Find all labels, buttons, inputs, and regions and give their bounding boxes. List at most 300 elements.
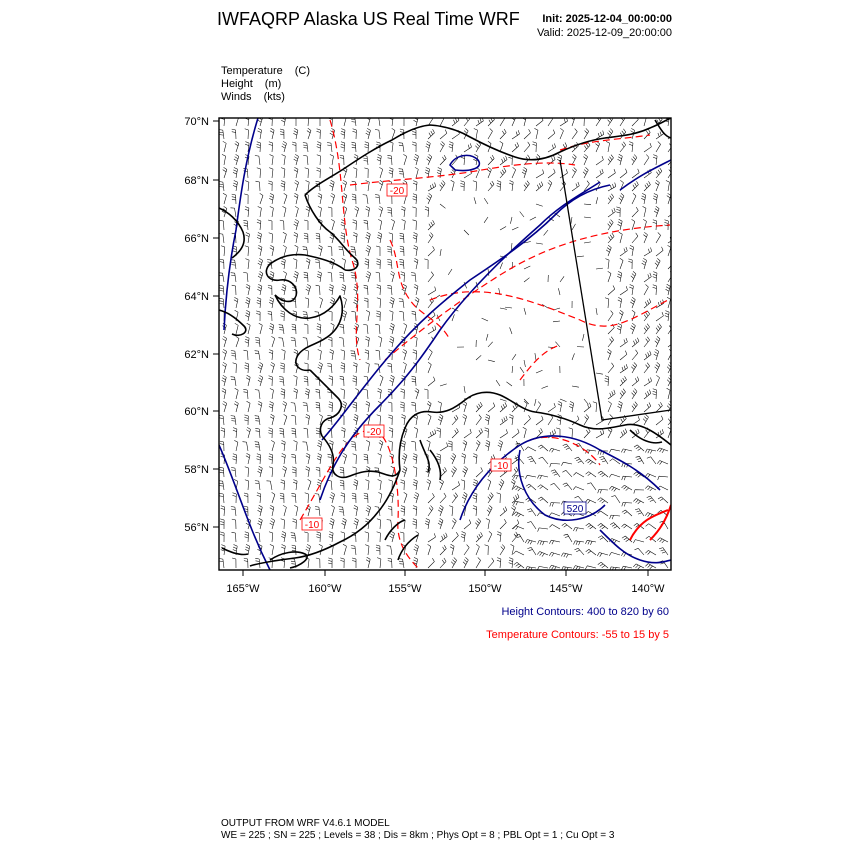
wind-barb [584, 399, 588, 405]
wind-barb [548, 415, 553, 426]
wind-barb [513, 551, 524, 555]
wind-barb [656, 232, 661, 243]
wind-barb [620, 351, 627, 360]
wind-barb [231, 416, 236, 425]
wind-barb [461, 480, 465, 490]
wind-barb [414, 154, 419, 165]
wind-barb [279, 428, 284, 438]
wind-barb [584, 428, 590, 438]
wind-barb [327, 480, 332, 490]
wind-barb [414, 427, 418, 438]
wind-barb [452, 314, 454, 321]
wind-barb [400, 532, 404, 542]
wind-barb [500, 399, 507, 401]
wind-barb [497, 493, 501, 503]
wind-barb [365, 480, 369, 490]
wind-barb [485, 414, 490, 425]
wind-barb [404, 323, 407, 334]
wind-barb [317, 168, 321, 178]
wind-barb [608, 169, 615, 178]
wind-barb [294, 167, 298, 178]
wind-barb [294, 219, 299, 230]
wind-barb [257, 233, 262, 244]
wind-barb [425, 207, 429, 217]
wind-barb [428, 287, 436, 295]
wind-barb [376, 246, 380, 256]
wind-barb [596, 116, 601, 127]
wind-barb [611, 496, 620, 504]
wind-barb [306, 258, 310, 269]
wind-barb [388, 402, 392, 412]
wind-barb [400, 233, 404, 243]
wind-barb [270, 389, 274, 400]
wind-barb [414, 258, 418, 269]
wind-barb [244, 493, 248, 503]
wind-barb [246, 233, 250, 244]
wind-barb [304, 233, 308, 243]
wind-barb [294, 376, 298, 387]
wind-barb [270, 362, 274, 373]
wind-barb [630, 297, 635, 308]
wind-barb [460, 181, 464, 191]
wind-barb [364, 298, 368, 308]
wind-barb [659, 548, 668, 555]
wind-barb [656, 141, 661, 152]
wind-barb [610, 515, 620, 519]
wind-barb [526, 484, 536, 490]
lat-label: 66°N [184, 233, 209, 245]
wind-barb [608, 208, 615, 217]
wind-barb [632, 416, 640, 425]
wind-barb [622, 476, 632, 480]
wind-barb [474, 197, 476, 204]
wind-barb [303, 312, 308, 321]
wind-barb [281, 284, 286, 295]
wind-barb [256, 181, 261, 191]
wind-barb [413, 181, 417, 191]
wind-barb [427, 440, 431, 451]
wind-barb [331, 219, 334, 230]
wind-barb [282, 350, 286, 361]
wind-barb [269, 297, 274, 308]
wind-barb [269, 454, 273, 464]
wind-barb [257, 284, 262, 295]
wind-barb [618, 219, 623, 230]
lon-label: 160°W [308, 583, 342, 595]
wind-barb [644, 403, 651, 413]
wind-barb [247, 401, 251, 412]
wind-barb [425, 168, 430, 179]
wind-barb [506, 382, 512, 386]
wind-barb [488, 403, 495, 412]
wind-barb [377, 519, 381, 529]
wind-barb [513, 501, 524, 505]
wind-barb [269, 402, 273, 413]
wind-barb [292, 545, 296, 555]
wind-barb [303, 143, 308, 153]
wind-barb [463, 557, 468, 568]
wind-barb [255, 337, 260, 347]
wind-barb [291, 454, 296, 464]
wind-barb [617, 323, 622, 334]
wind-barb [257, 168, 261, 178]
wind-barb [291, 403, 296, 412]
wind-barb [305, 168, 309, 178]
wind-barb [366, 128, 371, 139]
temp-contour-line [300, 430, 420, 570]
wind-barb [440, 130, 447, 139]
wind-barb [538, 485, 548, 490]
wind-barb [550, 483, 560, 490]
wind-barb [596, 197, 598, 204]
field-unit: (C) [294, 65, 311, 77]
wind-barb [400, 246, 404, 256]
wind-barb [440, 181, 446, 192]
lat-label: 62°N [184, 349, 209, 361]
wind-barb [619, 193, 624, 204]
wind-barb [620, 429, 627, 438]
wind-barb [564, 534, 572, 542]
lon-label: 155°W [388, 583, 422, 595]
wind-barb [608, 155, 614, 165]
wind-barb [221, 428, 225, 438]
wind-barb [281, 441, 285, 452]
wind-barb [438, 402, 442, 413]
wind-barb [512, 115, 516, 126]
wind-barb [328, 337, 332, 347]
wind-barb [222, 336, 226, 347]
wind-barb [514, 562, 524, 568]
wind-barb [563, 483, 572, 490]
wind-barb [245, 181, 249, 191]
wind-barb [634, 490, 644, 494]
wind-barb [363, 195, 368, 204]
wind-barb [387, 207, 392, 217]
wind-barb [610, 523, 620, 529]
height-contour-line [320, 182, 600, 500]
wind-barb [428, 493, 434, 503]
svg-text:-10: -10 [304, 520, 320, 531]
wind-barb [257, 298, 261, 308]
wind-barb [246, 284, 250, 295]
wind-barb [330, 155, 334, 166]
wind-barb [643, 219, 646, 230]
wind-barb [425, 519, 430, 530]
wind-barb [390, 323, 395, 334]
wind-barb [341, 428, 345, 439]
wind-barb [561, 462, 572, 466]
wind-barb [353, 220, 357, 230]
field-name: Winds [221, 91, 252, 103]
wind-barb [596, 169, 603, 178]
wind-barb [232, 493, 236, 503]
wind-barb [316, 389, 321, 399]
wind-barb [401, 207, 405, 218]
wind-barb [574, 541, 585, 545]
wind-barb [569, 428, 573, 438]
wind-barb [644, 181, 650, 191]
wind-barb [235, 388, 239, 399]
wind-barb [536, 402, 541, 413]
wind-barb [563, 444, 572, 451]
wind-barb [632, 402, 638, 412]
wind-barb [428, 362, 431, 373]
wind-barb [316, 467, 320, 477]
wind-barb [366, 440, 370, 451]
wind-barb [427, 401, 431, 412]
wind-barb [598, 489, 608, 493]
wind-barb [365, 532, 369, 542]
wind-barb [232, 285, 236, 295]
wind-barb [413, 220, 417, 230]
wind-barb [317, 454, 321, 465]
wind-barb [653, 220, 657, 230]
wind-barb [267, 481, 273, 490]
wind-barb [306, 467, 310, 478]
wind-barb [318, 193, 322, 204]
wind-barb [500, 141, 503, 152]
wind-barb [476, 402, 482, 412]
wind-barb [644, 247, 652, 256]
wind-barb [635, 509, 644, 516]
wind-barb [222, 154, 226, 165]
wind-barb [306, 544, 311, 555]
wind-barb [243, 442, 249, 451]
wind-barb [487, 505, 492, 516]
wind-barb [284, 414, 287, 425]
wind-barb [305, 350, 309, 360]
field-name: Height [221, 78, 253, 90]
wind-barb [258, 245, 262, 256]
wind-barb [354, 505, 358, 516]
wind-barb [255, 481, 260, 490]
wind-barb [340, 324, 344, 334]
wind-barb [486, 334, 488, 341]
lat-label: 60°N [184, 406, 209, 418]
wind-barb [572, 154, 576, 165]
wind-barb [632, 169, 639, 178]
wind-barb [549, 513, 560, 516]
wind-barb [234, 401, 238, 412]
wind-barb [269, 323, 274, 334]
wind-barb [500, 308, 507, 309]
wind-barb [620, 247, 627, 256]
wind-barb [388, 415, 392, 425]
wind-barb [219, 467, 224, 477]
wind-barb [330, 492, 335, 503]
wind-barb [512, 130, 520, 139]
wind-barb [376, 545, 380, 555]
wind-barb [244, 415, 248, 425]
wind-barb [596, 141, 600, 152]
wind-barb [303, 403, 308, 412]
wind-barb [319, 297, 322, 308]
wind-barb [476, 532, 483, 542]
wind-barb [353, 233, 357, 244]
wind-barb [255, 416, 260, 425]
wind-barb [366, 115, 370, 126]
wind-barb [257, 142, 261, 152]
wind-barb [520, 367, 524, 373]
wind-barb [258, 518, 263, 529]
wind-barb [571, 217, 572, 224]
wind-barb [473, 493, 477, 503]
wind-barb [527, 509, 536, 516]
wind-barb [340, 480, 344, 490]
wind-barb [316, 558, 320, 568]
wind-barb [656, 375, 660, 386]
wind-barb [622, 503, 632, 507]
wind-barb [538, 528, 548, 532]
wind-barb [270, 207, 274, 218]
wind-barb [536, 170, 544, 179]
wind-barb [645, 486, 656, 491]
wind-barb [666, 181, 670, 192]
wind-barb [387, 247, 392, 257]
wind-barb [389, 428, 393, 438]
wind-barb [232, 558, 236, 568]
wind-barb [353, 168, 357, 178]
wind-barb [631, 362, 636, 373]
wind-barb [293, 519, 297, 529]
wind-barb [596, 417, 604, 426]
wind-barb [281, 259, 285, 270]
wind-barb [500, 429, 508, 438]
height-contours-legend: Height Contours: 400 to 820 by 60 [501, 606, 669, 618]
wind-barb [428, 349, 432, 360]
wind-barb [411, 441, 416, 451]
wind-barb [306, 181, 310, 192]
wind-barb [549, 540, 560, 544]
wind-barb [352, 194, 356, 204]
wind-barb [352, 142, 357, 152]
wind-barb [577, 256, 584, 257]
wind-barb [269, 233, 273, 243]
wind-barb [293, 480, 297, 490]
wind-barb [593, 402, 597, 412]
wind-barb [220, 519, 224, 529]
wind-barb [605, 298, 609, 308]
wind-barb [452, 518, 456, 529]
wind-barb [291, 338, 296, 347]
wind-barb [401, 506, 405, 516]
wind-barb [379, 440, 383, 451]
wind-barb [608, 390, 615, 399]
wind-barb [293, 259, 297, 269]
wind-barb [586, 472, 596, 477]
wind-barb [647, 457, 656, 464]
wind-barb [513, 475, 524, 479]
wind-barb [449, 506, 453, 516]
wind-barb [245, 259, 249, 269]
wind-barb [260, 193, 263, 204]
wind-barb [598, 498, 608, 504]
wind-barb [389, 168, 393, 178]
wind-barb [510, 327, 512, 334]
wind-barb [340, 558, 344, 568]
wind-barb [376, 272, 380, 282]
wind-barb [484, 198, 488, 204]
wind-barb [363, 324, 368, 334]
wind-barb [524, 266, 530, 269]
wind-barb [644, 284, 648, 295]
wind-barb [500, 545, 505, 556]
wind-barb [328, 207, 332, 217]
wind-barb [328, 272, 332, 282]
wind-barb [608, 194, 614, 204]
wind-barb [633, 564, 644, 569]
wind-barb [536, 416, 543, 425]
wind-barb [258, 207, 262, 218]
wind-barb [482, 318, 488, 321]
wind-barb [647, 496, 656, 503]
wind-barb [608, 414, 613, 425]
wind-barb [304, 428, 308, 438]
field-name: Temperature [221, 65, 283, 77]
wind-barb [644, 273, 651, 282]
wind-barb [403, 154, 406, 165]
wind-barb [245, 310, 250, 321]
wind-barb [606, 245, 611, 256]
wind-barb [537, 552, 548, 557]
wind-barb [258, 375, 263, 386]
wind-barb [475, 518, 480, 529]
wind-barb [364, 285, 368, 295]
wind-barb [387, 285, 392, 295]
wind-barb [402, 466, 407, 477]
wind-barb [596, 268, 603, 269]
wind-barb [620, 338, 627, 347]
wind-barb [366, 271, 371, 282]
wind-barb [440, 533, 447, 542]
wind-barb [389, 142, 393, 152]
wind-barb [428, 233, 433, 244]
plot-title: IWFAQRP Alaska US Real Time WRF [217, 9, 520, 29]
wind-barb [618, 297, 622, 308]
wind-barb [243, 220, 248, 230]
wind-barb [644, 299, 651, 308]
svg-text:520: 520 [566, 504, 584, 515]
wind-barb [376, 311, 380, 321]
wind-barb [476, 557, 481, 568]
wind-barb [562, 523, 572, 529]
wind-barb [464, 230, 469, 235]
wind-barb [428, 558, 434, 568]
wind-barb [294, 441, 298, 452]
wind-barb [428, 414, 431, 425]
wind-barb [255, 351, 260, 360]
wind-barb [245, 480, 249, 490]
wind-barb [629, 142, 633, 152]
wind-barb [235, 115, 238, 126]
wind-barb [464, 429, 471, 438]
wind-barb [644, 324, 650, 334]
wind-barb [412, 311, 416, 321]
wind-barb [388, 506, 392, 516]
wind-barb [219, 415, 224, 425]
wind-barb [341, 142, 345, 152]
wind-barb [269, 193, 274, 204]
wind-barb [548, 180, 552, 191]
wind-barb [452, 428, 458, 438]
wind-barb [656, 312, 663, 321]
wind-barb [620, 364, 628, 373]
wind-barb [642, 258, 647, 269]
wind-barb [571, 115, 575, 126]
wind-barb [653, 194, 657, 205]
wind-barb [500, 156, 507, 165]
wind-barb [584, 414, 589, 425]
